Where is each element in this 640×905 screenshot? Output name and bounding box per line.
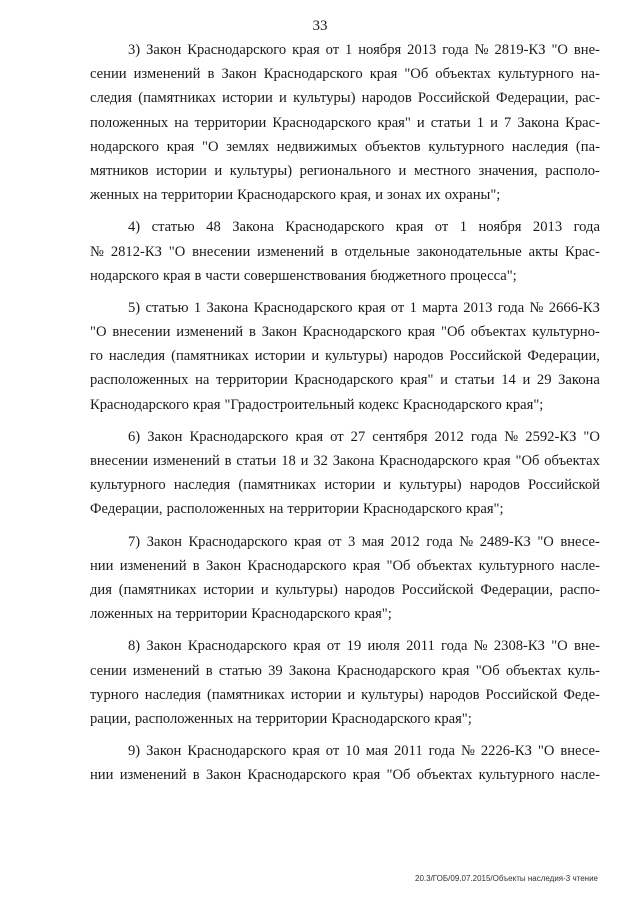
text-line: расположенных на территории Краснодарского края" и статьи 14 и 29 Закона — [90, 372, 600, 389]
text-line: 6) Закон Краснодарского края от 27 сентября 2012 года № 2592-КЗ "О — [128, 428, 600, 445]
list-item-paragraph — [90, 425, 600, 522]
text-line: женных на территории Краснодарского края, и зонах их охраны"; — [90, 187, 501, 204]
text-line: рации, расположенных на территории Краснодарского края"; — [90, 710, 472, 727]
text-line: следия (памятниках истории и культуры) народов Российской Федерации, рас- — [90, 90, 600, 107]
text-line: нодарского края "О землях недвижимых объектов культурного наследия (па- — [90, 138, 600, 155]
text-line: нии изменений в Закон Краснодарского края "Об объектах культурного насле- — [90, 767, 600, 784]
text-line: 3) Закон Краснодарского края от 1 ноября 2013 года № 2819-КЗ "О вне- — [128, 42, 600, 58]
text-line: 7) Закон Краснодарского края от 3 мая 2012 года № 2489-КЗ "О внесе- — [128, 533, 600, 550]
text-line: 9) Закон Краснодарского края от 10 мая 2011 года № 2226-КЗ "О внесе- — [128, 743, 600, 760]
text-line: положенных на территории Краснодарского края" и статьи 1 и 7 Закона Крас- — [90, 114, 600, 131]
list-item-paragraph — [90, 739, 600, 787]
text-line: № 2812-КЗ "О внесении изменений в отдельные законодательные акты Крас- — [90, 243, 600, 260]
text-line: 4) статью 48 Закона Краснодарского края от 1 ноября 2013 года — [128, 219, 600, 236]
list-item-paragraph — [90, 215, 600, 288]
text-line: нодарского края в части совершенствования бюджетного процесса"; — [90, 267, 517, 284]
text-line: дия (памятниках истории и культуры) народов Российской Федерации, распо- — [90, 581, 600, 598]
list-item-paragraph — [90, 530, 600, 627]
text-line: сении изменений в Закон Краснодарского края "Об объектах культурного на- — [90, 66, 600, 83]
footer-file-reference: 20.3/ГОБ/09.07.2015/Объекты наследия-3 чтение — [415, 874, 598, 883]
text-line: внесении изменений в статьи 18 и 32 Закона Краснодарского края "Об объектах — [90, 453, 600, 469]
text-line: ложенных на территории Краснодарского края"; — [90, 606, 392, 623]
text-line: 5) статью 1 Закона Краснодарского края от 1 марта 2013 года № 2666-КЗ — [128, 299, 600, 316]
text-line: культурного наследия (памятниках истории и культуры) народов Российской — [90, 477, 600, 494]
document-body — [90, 38, 600, 795]
text-line: Федерации, расположенных на территории Краснодарского края"; — [90, 501, 504, 518]
page-number: 33 — [312, 18, 328, 34]
list-item-paragraph — [90, 296, 600, 417]
text-line: сении изменений в статью 39 Закона Краснодарского края "Об объектах куль- — [90, 662, 600, 679]
text-line: "О внесении изменений в Закон Краснодарского края "Об объектах культурно- — [90, 324, 600, 341]
list-item-paragraph — [90, 38, 600, 207]
list-item-paragraph — [90, 634, 600, 731]
text-line: го наследия (памятниках истории и культуры) народов Российской Федерации, — [90, 348, 600, 365]
text-line: мятников истории и культуры) регионального и местного значения, располо- — [90, 162, 600, 179]
text-line: турного наследия (памятниках истории и культуры) народов Российской Феде- — [90, 686, 600, 703]
text-line: 8) Закон Краснодарского края от 19 июля 2011 года № 2308-КЗ "О вне- — [128, 638, 600, 655]
text-line: нии изменений в Закон Краснодарского края "Об объектах культурного насле- — [90, 557, 600, 574]
text-line: Краснодарского края "Градостроительный кодекс Краснодарского края"; — [90, 396, 544, 413]
